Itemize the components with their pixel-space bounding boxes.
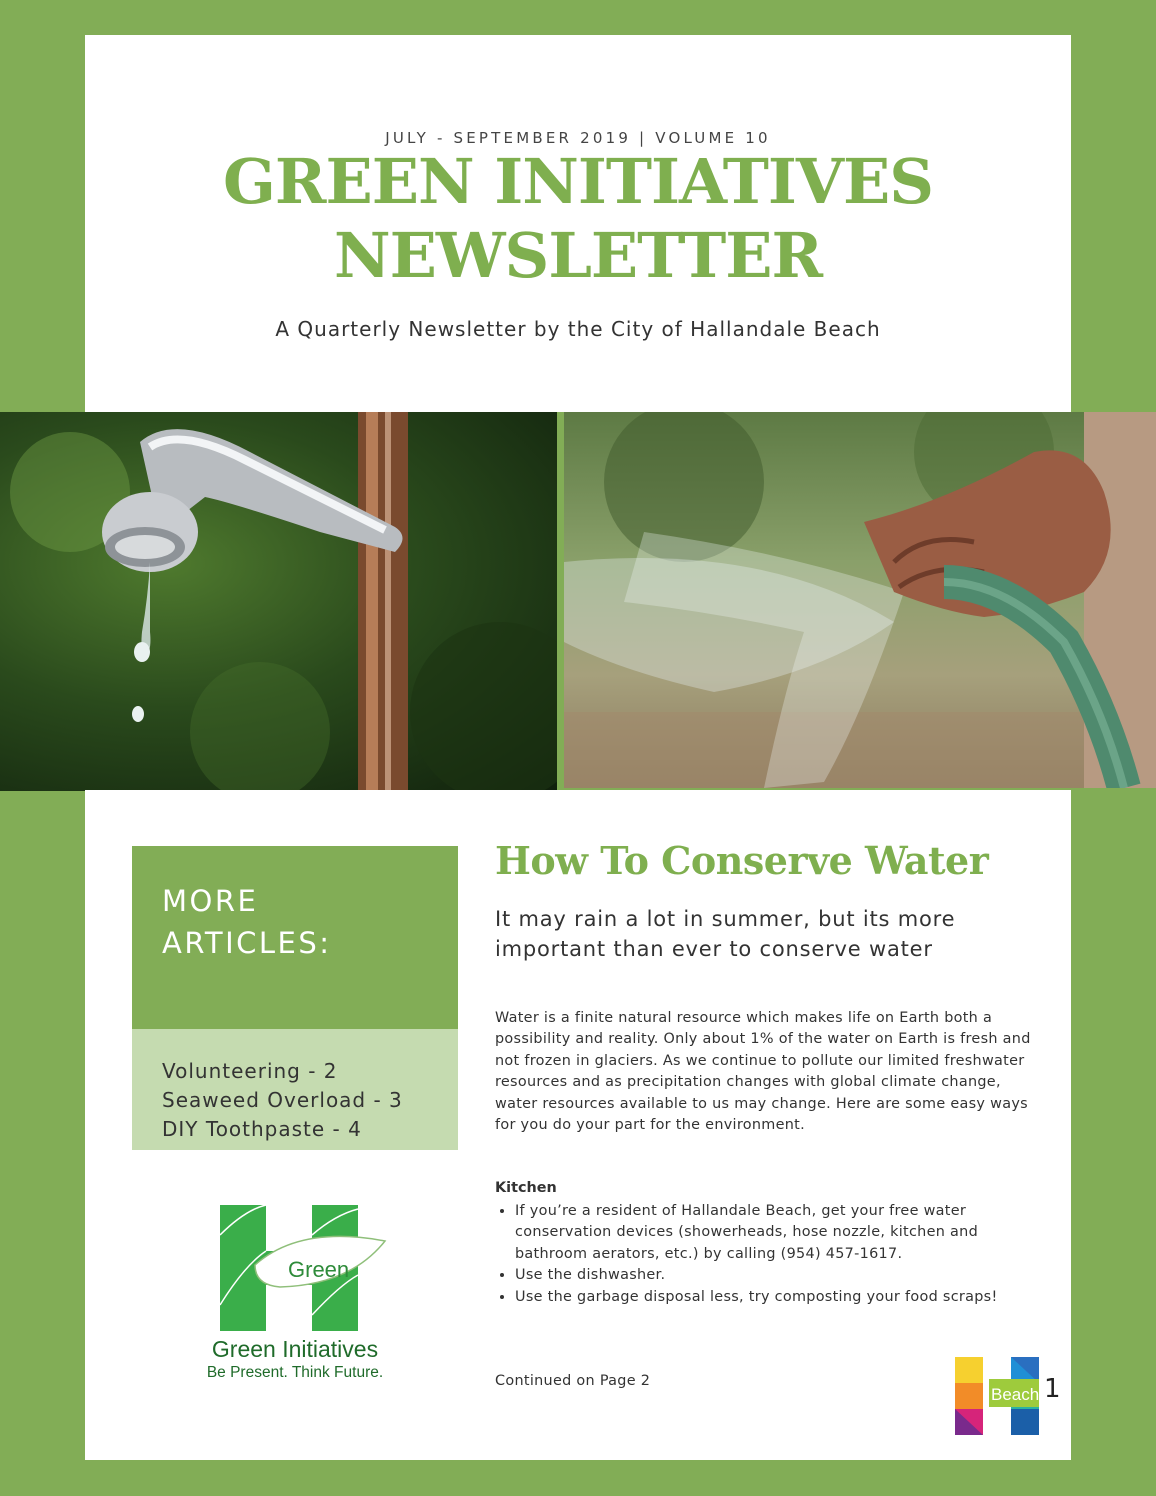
article-title: How To Conserve Water (495, 838, 989, 883)
green-h-logo-icon (200, 1205, 390, 1385)
faucet-illustration (0, 412, 557, 791)
beach-h-logo-icon (955, 1357, 1040, 1435)
faucet-photo (0, 412, 557, 791)
article-body: Water is a finite natural resource which makes life on Earth both a possibility and reality. Only about 1% of the water on Earth is fresh and not frozen in glaciers. As we continue to pollute our limited freshwater resources and as precipitation changes with global climate change, water resources available to us may change. Here are some easy ways for you do your part for the environment. (495, 1010, 1031, 1134)
kitchen-heading: Kitchen (495, 1180, 557, 1196)
green-initiatives-logo (200, 1205, 390, 1385)
newsletter-subtitle: A Quarterly Newsletter by the City of Hallandale Beach (275, 317, 881, 341)
kitchen-tip: • Use the garbage disposal less, try composting your food scraps! (515, 1287, 1055, 1308)
title-line-2: NEWSLETTER (333, 219, 823, 292)
logo-name: Green Initiatives (211, 1336, 379, 1362)
hallandale-beach-logo (955, 1357, 1040, 1435)
beach-logo-text: Beach (991, 1385, 1040, 1404)
kitchen-tips-list (495, 1201, 1055, 1308)
more-articles-heading-line-1: MORE (162, 884, 259, 918)
article-link-volunteering: Volunteering - 2 (162, 1059, 338, 1083)
continued-note: Continued on Page 2 (495, 1373, 651, 1389)
more-articles-heading (162, 880, 332, 964)
hose-illustration (564, 412, 1156, 788)
more-articles-header (132, 846, 458, 1029)
kitchen-tip: • Use the dishwasher. (515, 1265, 1055, 1286)
article-link-toothpaste: DIY Toothpaste - 4 (162, 1117, 362, 1141)
title-line-1: GREEN INITIATIVES (222, 145, 934, 218)
masthead-panel (85, 35, 1071, 412)
logo-badge-text: Green (288, 1257, 350, 1282)
article-lead: It may rain a lot in summer, but its more important than ever to conserve water (495, 907, 956, 961)
more-articles-heading-line-2: ARTICLES: (162, 926, 332, 960)
article-link-seaweed: Seaweed Overload - 3 (162, 1088, 403, 1112)
hose-photo (564, 412, 1156, 788)
page-number: 1 (1044, 1374, 1061, 1404)
issue-line: JULY - SEPTEMBER 2019 | VOLUME 10 (385, 129, 771, 147)
more-articles-list (132, 1029, 458, 1150)
logo-tagline: Be Present. Think Future. (206, 1364, 384, 1381)
newsletter-title (85, 145, 1071, 293)
kitchen-tip: • If you’re a resident of Hallandale Beach, get your free water conservation devices (showerheads, hose nozzle, kitchen and bathroom aerators, etc.) by calling (954) 457-1617. (515, 1201, 1055, 1265)
